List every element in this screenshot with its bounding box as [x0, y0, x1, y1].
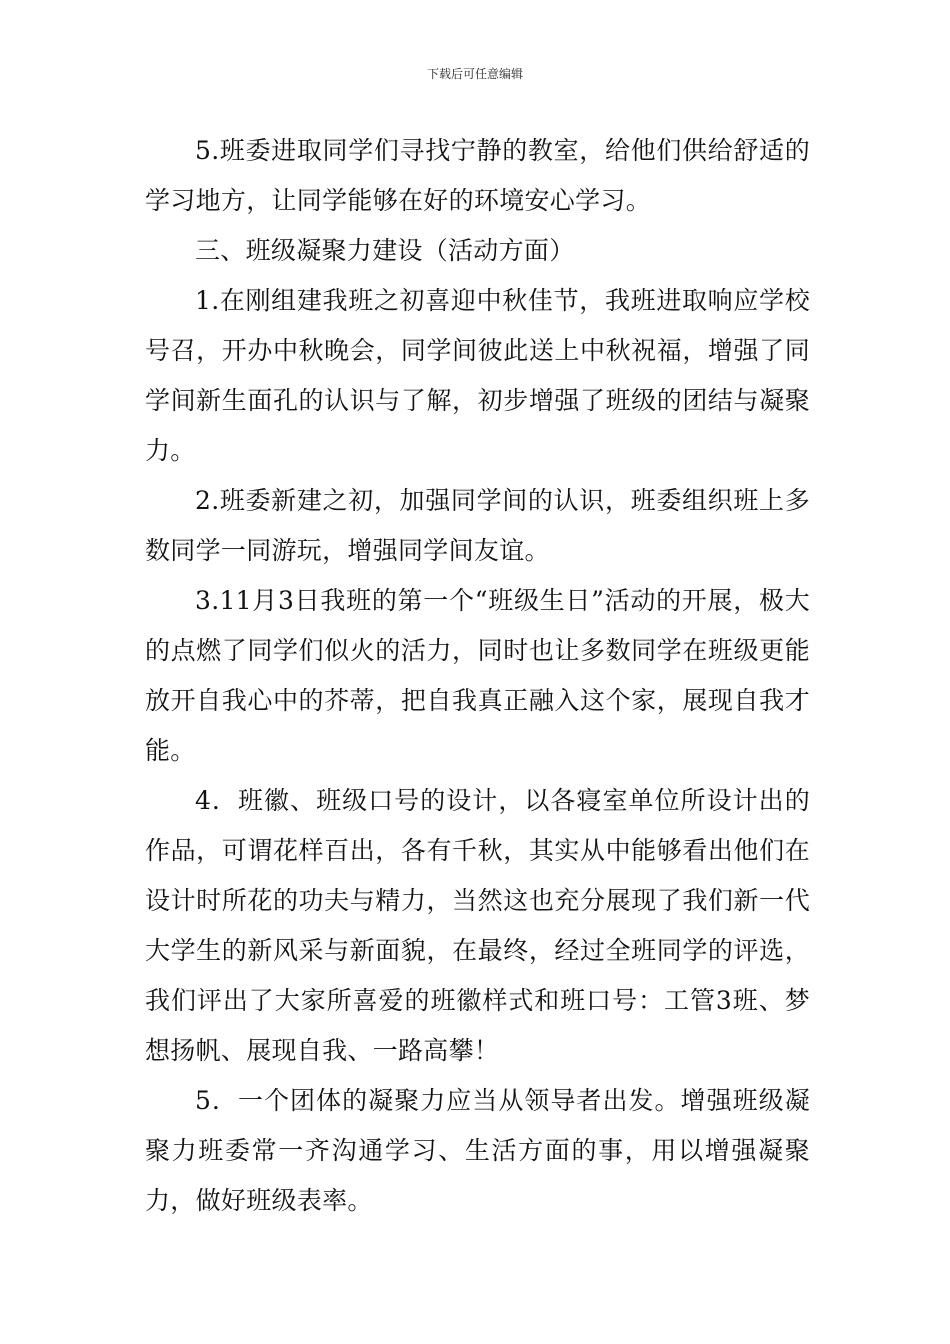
section-heading-cohesion: 三、班级凝聚力建设（活动方面） [195, 236, 575, 265]
paragraph-item-4-class-emblem: 4．班徽、班级口号的设计，以各寝室单位所设计出的作品，可谓花样百出，各有千秋，其实从中能够看出他们在设计时所花的功夫与精力，当然这也充分展现了我们新一代大学生的新风采与新面貌，在最终，经过全班同学的评选，我们评出了大家所喜爱的班徽样式和班口号：工管3班、梦想扬帆、展现自我、一路高攀！ [145, 786, 810, 1065]
paragraph-item-5-classroom: 5.班委进取同学们寻找宁静的教室，给他们供给舒适的学习地方，让同学能够在好的环境安心学习。 [145, 136, 810, 215]
paragraph-item-3-class-birthday: 3.11月3日我班的第一个“班级生日”活动的开展，极大的点燃了同学们似火的活力，同时也让多数同学在班级更能放开自我心中的芥蒂，把自我真正融入这个家，展现自我才能。 [145, 586, 810, 765]
paragraph-item-5-leadership: 5．一个团体的凝聚力应当从领导者出发。增强班级凝聚力班委常一齐沟通学习、生活方面的事，用以增强凝聚力，做好班级表率。 [145, 1086, 810, 1215]
page-header: 下载后可任意编辑 [426, 67, 523, 81]
paragraph-item-1-mid-autumn: 1.在刚组建我班之初喜迎中秋佳节，我班进取响应学校号召，开办中秋晚会，同学间彼此送上中秋祝福，增强了同学间新生面孔的认识与了解，初步增强了班级的团结与凝聚力。 [145, 286, 810, 465]
document-body [145, 126, 810, 1226]
paragraph-item-2-outing: 2.班委新建之初，加强同学间的认识，班委组织班上多数同学一同游玩，增强同学间友谊。 [145, 486, 810, 565]
